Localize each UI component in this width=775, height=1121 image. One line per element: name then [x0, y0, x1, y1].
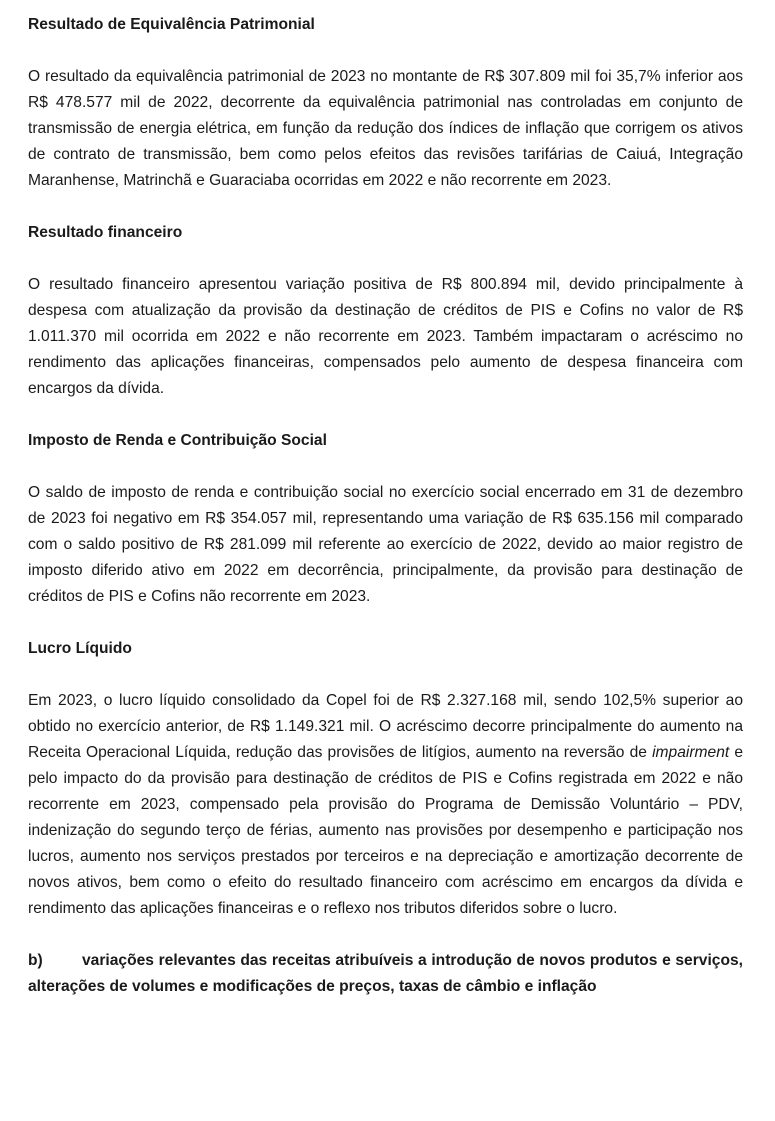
section-heading-financial-result: Resultado financeiro	[28, 224, 183, 241]
section-heading-net-income: Lucro Líquido	[28, 640, 132, 657]
section-paragraph-net-income	[28, 688, 743, 922]
section-heading-income-tax: Imposto de Renda e Contribuição Social	[28, 432, 327, 449]
list-item-b-text: variações relevantes das receitas atribuíveis a introdução de novos produtos e serviços, alterações de volumes e modificações de preços, taxas de câmbio e inflação	[28, 952, 743, 995]
list-item-b	[28, 948, 743, 1000]
section-paragraph-financial-result: O resultado financeiro apresentou variação positiva de R$ 800.894 mil, devido principalmente à despesa com atualização da provisão da destinação de créditos de PIS e Cofins no valor de R$ 1.011.370 mil ocorrida em 2022 e não recorrente em 2023. Também impactaram o acréscimo no rendimento das aplicações financeiras, compensados pelo aumento de despesa financeira com encargos da dívida.	[28, 276, 743, 397]
net-income-text-part-2: e pelo impacto do da provisão para destinação de créditos de PIS e Cofins registrada em 2022 e não recorrente em 2023, compensado pela provisão do Programa de Demissão Voluntário – PDV, indenização do segundo terço de férias, aumento nas provisões por desempenho e participação nos lucros, aumento nos serviços prestados por terceiros e na depreciação e amortização decorrente de novos ativos, bem como o efeito do resultado financeiro com acréscimo em encargos da dívida e rendimento das aplicações financeiras e o reflexo nos tributos diferidos sobre o lucro.	[28, 744, 743, 917]
net-income-text-part-1: Em 2023, o lucro líquido consolidado da Copel foi de R$ 2.327.168 mil, sendo 102,5% superior ao obtido no exercício anterior, de R$ 1.149.321 mil. O acréscimo decorre principalmente do aumento na Receita Operacional Líquida, redução das provisões de litígios, aumento na reversão de	[28, 692, 743, 761]
document-page	[28, 12, 743, 1000]
section-heading-equity-result: Resultado de Equivalência Patrimonial	[28, 16, 315, 33]
net-income-italic-term: impairment	[652, 744, 730, 761]
section-paragraph-income-tax: O saldo de imposto de renda e contribuição social no exercício social encerrado em 31 de dezembro de 2023 foi negativo em R$ 354.057 mil, representando uma variação de R$ 635.156 mil comparado com o saldo positivo de R$ 281.099 mil referente ao exercício de 2022, devido ao maior registro de imposto diferido ativo em 2022 em decorrência, principalmente, da provisão para destinação de créditos de PIS e Cofins não recorrente em 2023.	[28, 484, 743, 605]
section-paragraph-equity-result: O resultado da equivalência patrimonial de 2023 no montante de R$ 307.809 mil foi 35,7% inferior aos R$ 478.577 mil de 2022, decorrente da equivalência patrimonial nas controladas em conjunto de transmissão de energia elétrica, em função da redução dos índices de inflação que corrigem os ativos de contrato de transmissão, bem como pelos efeitos das revisões tarifárias de Caiuá, Integração Maranhense, Matrinchã e Guaraciaba ocorridas em 2022 e não recorrente em 2023.	[28, 68, 743, 189]
list-item-b-marker: b)	[28, 952, 43, 969]
